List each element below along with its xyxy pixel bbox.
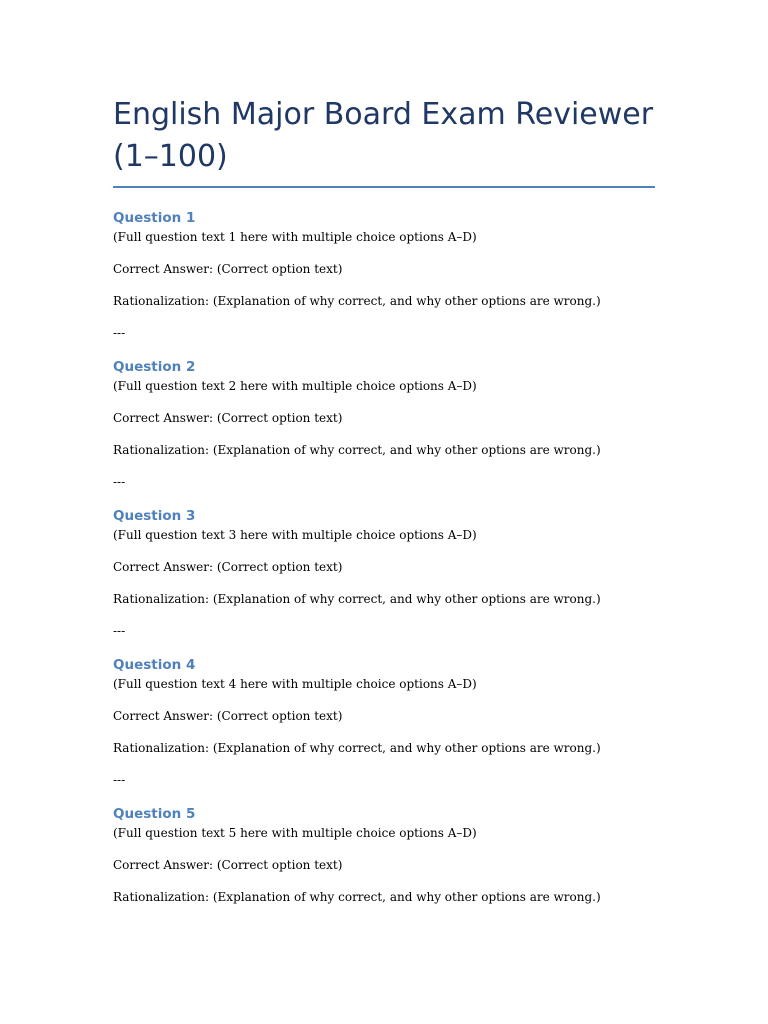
- document-title: English Major Board Exam Reviewer (1–100): [113, 94, 655, 188]
- question-text: (Full question text 1 here with multiple choice options A–D): [113, 230, 477, 244]
- correct-answer: Correct Answer: (Correct option text): [113, 560, 343, 574]
- question-text: (Full question text 4 here with multiple choice options A–D): [113, 677, 477, 691]
- separator: ---: [113, 475, 126, 489]
- separator: ---: [113, 326, 126, 340]
- question-heading: Question 3: [113, 508, 196, 524]
- rationalization: Rationalization: (Explanation of why correct, and why other options are wrong.): [113, 294, 601, 308]
- correct-answer: Correct Answer: (Correct option text): [113, 262, 343, 276]
- question-block: [113, 208, 655, 342]
- correct-answer: Correct Answer: (Correct option text): [113, 858, 343, 872]
- correct-answer: Correct Answer: (Correct option text): [113, 411, 343, 425]
- question-heading: Question 2: [113, 359, 196, 375]
- question-heading: Question 4: [113, 657, 196, 673]
- question-text: (Full question text 2 here with multiple choice options A–D): [113, 379, 477, 393]
- question-block: [113, 655, 655, 789]
- question-list: [113, 208, 655, 906]
- question-heading: Question 5: [113, 806, 196, 822]
- rationalization: Rationalization: (Explanation of why correct, and why other options are wrong.): [113, 741, 601, 755]
- document-page: [113, 94, 655, 906]
- question-block: [113, 804, 655, 906]
- rationalization: Rationalization: (Explanation of why correct, and why other options are wrong.): [113, 443, 601, 457]
- question-text: (Full question text 5 here with multiple choice options A–D): [113, 826, 477, 840]
- rationalization: Rationalization: (Explanation of why correct, and why other options are wrong.): [113, 592, 601, 606]
- rationalization: Rationalization: (Explanation of why correct, and why other options are wrong.): [113, 890, 601, 904]
- question-heading: Question 1: [113, 210, 196, 226]
- question-text: (Full question text 3 here with multiple choice options A–D): [113, 528, 477, 542]
- question-block: [113, 357, 655, 491]
- correct-answer: Correct Answer: (Correct option text): [113, 709, 343, 723]
- separator: ---: [113, 624, 126, 638]
- question-block: [113, 506, 655, 640]
- separator: ---: [113, 773, 126, 787]
